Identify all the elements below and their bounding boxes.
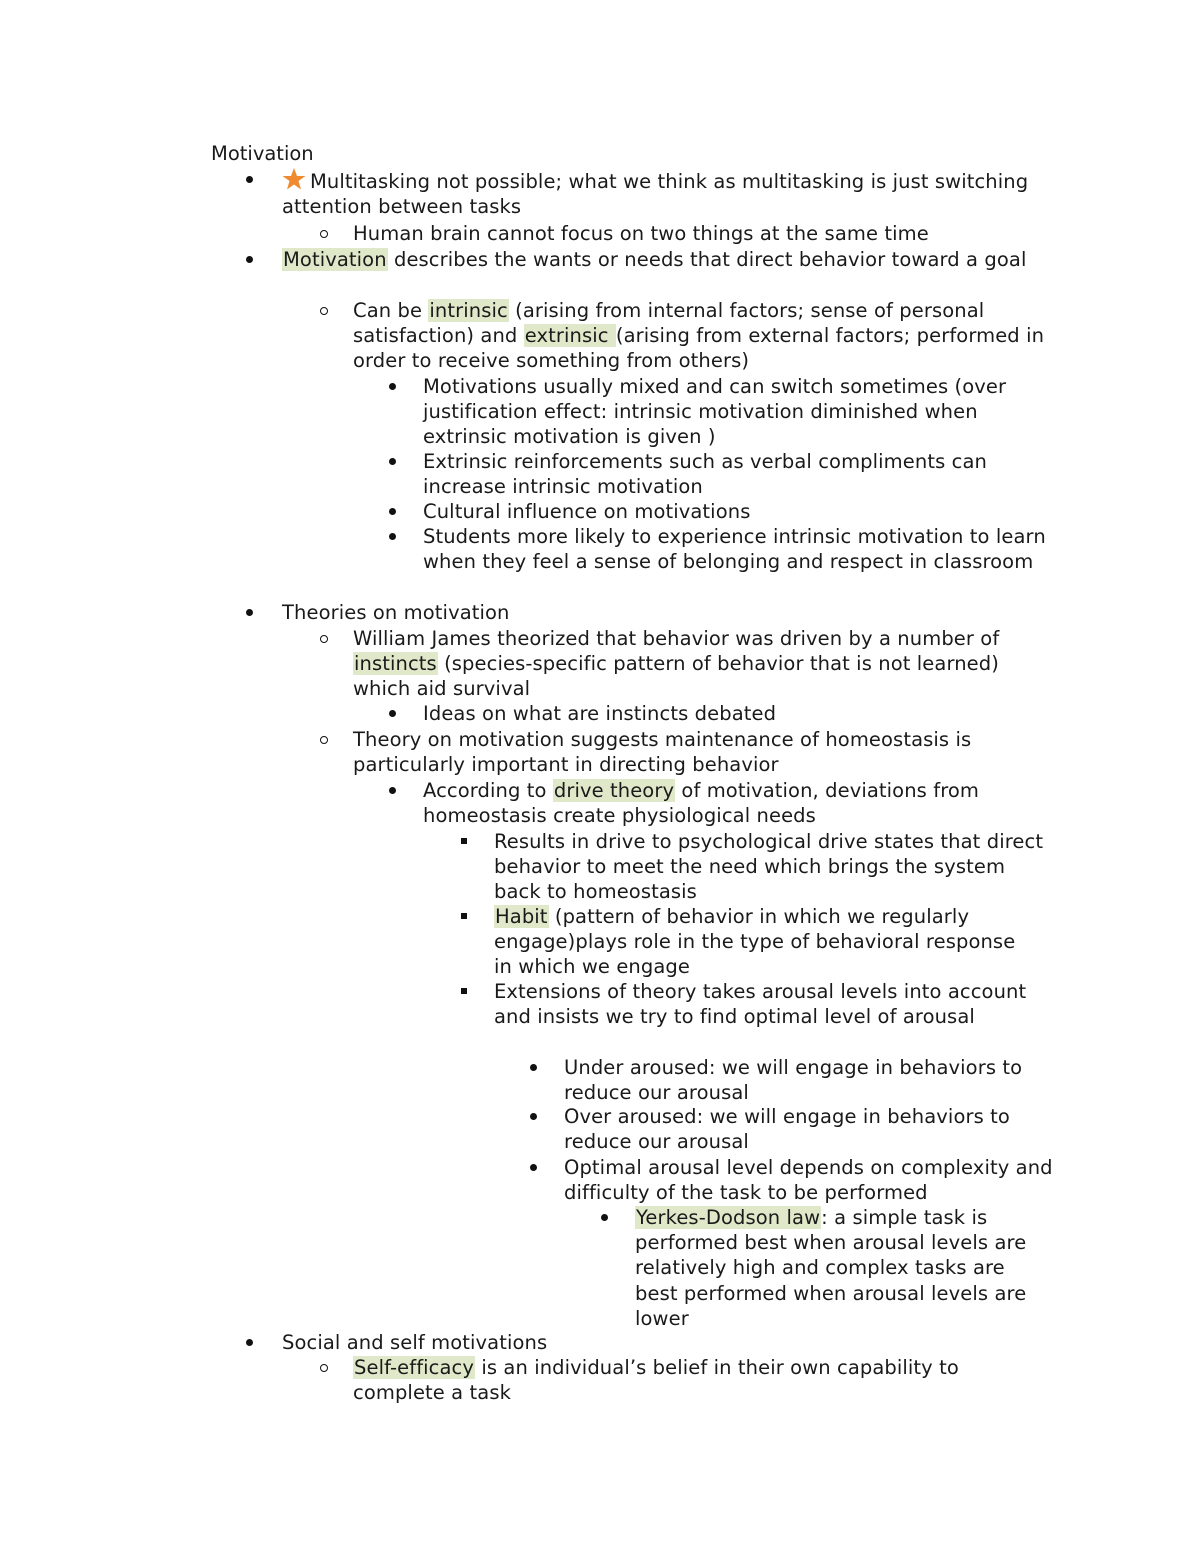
highlighted-term: intrinsic (429, 299, 508, 322)
list-item-text (564, 1155, 1064, 1205)
list-item-text (635, 1205, 1045, 1331)
hollow-bullet-icon (320, 1364, 328, 1372)
bullet-icon (246, 609, 253, 616)
list-item (353, 626, 1043, 702)
bullet-icon (601, 1214, 608, 1221)
bullet-icon (530, 1064, 537, 1071)
bullet-icon (389, 458, 396, 465)
text-run: (pattern of behavior in which we regularly engage)plays role in the type of behavioral response in which we engage (494, 905, 1016, 979)
text-run: describes the wants or needs that direct behavior toward a goal (387, 248, 1027, 271)
list-item (564, 1104, 1064, 1154)
list-item-text (282, 600, 1042, 625)
text-run: Optimal arousal level depends on complexity and difficulty of the task to be performed (564, 1156, 1053, 1205)
text-run: Can be (353, 299, 429, 322)
list-item (282, 600, 1042, 625)
highlighted-term: extrinsic (524, 324, 615, 348)
list-item-text (423, 374, 1043, 450)
list-item (353, 727, 1043, 777)
list-item-text (564, 1104, 1064, 1154)
document-title: Motivation (211, 142, 314, 165)
bullet-icon (530, 1113, 537, 1120)
list-item (494, 829, 1044, 905)
square-bullet-icon (461, 988, 467, 994)
list-item (423, 701, 1043, 726)
text-run: is an individual’s belief in their own capability to complete a task (353, 1356, 959, 1405)
list-item (423, 778, 1043, 828)
hollow-bullet-icon (320, 230, 328, 238)
text-run: of motivation, deviations from homeostasis create physiological needs (423, 779, 980, 828)
list-item-text (282, 167, 1042, 219)
text-run: Over aroused: we will engage in behaviors to reduce our arousal (564, 1105, 1010, 1154)
list-item-text (494, 904, 1024, 980)
text-run: Students more likely to experience intrinsic motivation to learn when they feel a sense of belonging and respect in classroom (423, 525, 1046, 574)
text-run: : a simple task is performed best when arousal levels are relatively high and complex tasks are best performed when arousal levels are lower (635, 1206, 1027, 1330)
list-item (282, 1330, 1042, 1355)
bullet-icon (389, 533, 396, 540)
hollow-bullet-icon (320, 736, 328, 744)
highlighted-term: Yerkes-Dodson law (636, 1206, 821, 1229)
highlighted-term: drive theory (553, 779, 675, 802)
highlighted-term: Habit (495, 905, 548, 928)
list-item (494, 979, 1034, 1029)
list-item-text (353, 626, 1043, 702)
list-item (423, 524, 1053, 574)
bullet-icon (389, 383, 396, 390)
text-run: Results in drive to psychological drive states that direct behavior to meet the need which brings the system back to homeostasis (494, 830, 1044, 904)
text-run: (arising from external factors; performed in order to receive something from others) (353, 324, 1045, 373)
text-run: Ideas on what are instincts debated (423, 702, 777, 725)
list-item-text (494, 979, 1034, 1029)
list-item-text (564, 1055, 1044, 1105)
star-icon (282, 167, 306, 191)
text-run: According to (423, 779, 553, 802)
bullet-icon (246, 1339, 253, 1346)
list-item (282, 247, 1052, 272)
list-item (353, 298, 1053, 374)
bullet-icon (530, 1164, 537, 1171)
list-item-text (423, 499, 1043, 524)
list-item (353, 1355, 1043, 1405)
list-item-text (282, 247, 1052, 272)
text-run: (species-specific pattern of behavior that is not learned) which aid survival (353, 652, 999, 701)
bullet-icon (389, 787, 396, 794)
list-item (423, 374, 1043, 450)
list-item-text (353, 298, 1053, 374)
highlighted-term: Self-efficacy (354, 1356, 475, 1379)
list-item-text (353, 727, 1043, 777)
highlighted-term: Motivation (283, 248, 387, 271)
list-item-text (423, 449, 1043, 499)
text-run: Social and self motivations (282, 1331, 548, 1354)
list-item (635, 1205, 1045, 1331)
list-item-text (494, 829, 1044, 905)
text-run: Extensions of theory takes arousal levels into account and insists we try to find optimal level of arousal (494, 980, 1027, 1029)
bullet-icon (389, 508, 396, 515)
bullet-icon (246, 176, 253, 183)
list-item (564, 1055, 1044, 1105)
square-bullet-icon (461, 838, 467, 844)
text-run: Under aroused: we will engage in behaviors to reduce our arousal (564, 1056, 1023, 1105)
list-item-text (353, 221, 1043, 246)
list-item-text (423, 701, 1043, 726)
hollow-bullet-icon (320, 307, 328, 315)
hollow-bullet-icon (320, 635, 328, 643)
text-run: Human brain cannot focus on two things at the same time (353, 222, 929, 245)
text-run: Cultural influence on motivations (423, 500, 751, 523)
text-run: William James theorized that behavior was driven by a number of (353, 627, 1000, 650)
text-run: Theories on motivation (282, 601, 510, 624)
highlighted-term: instincts (354, 652, 437, 676)
list-item-text (423, 778, 1043, 828)
list-item (494, 904, 1024, 980)
bullet-icon (389, 710, 396, 717)
text-run: Motivations usually mixed and can switch sometimes (over justification effect: intrinsic motivation diminished when extrinsic motivation is given ) (423, 375, 1007, 449)
list-item (423, 499, 1043, 524)
text-run: Theory on motivation suggests maintenance of homeostasis is particularly important in directing behavior (353, 728, 972, 777)
list-item-text (353, 1355, 1043, 1405)
square-bullet-icon (461, 913, 467, 919)
text-run: Multitasking not possible; what we think as multitasking is just switching attention between tasks (282, 170, 1029, 219)
list-item (353, 221, 1043, 246)
list-item (282, 167, 1042, 219)
text-run: Extrinsic reinforcements such as verbal compliments can increase intrinsic motivation (423, 450, 987, 499)
list-item-text (423, 524, 1053, 574)
list-item (423, 449, 1043, 499)
list-item-text (282, 1330, 1042, 1355)
bullet-icon (246, 256, 253, 263)
text-run: (arising from internal factors; sense of personal satisfaction) and (353, 299, 985, 348)
list-item (564, 1155, 1064, 1205)
